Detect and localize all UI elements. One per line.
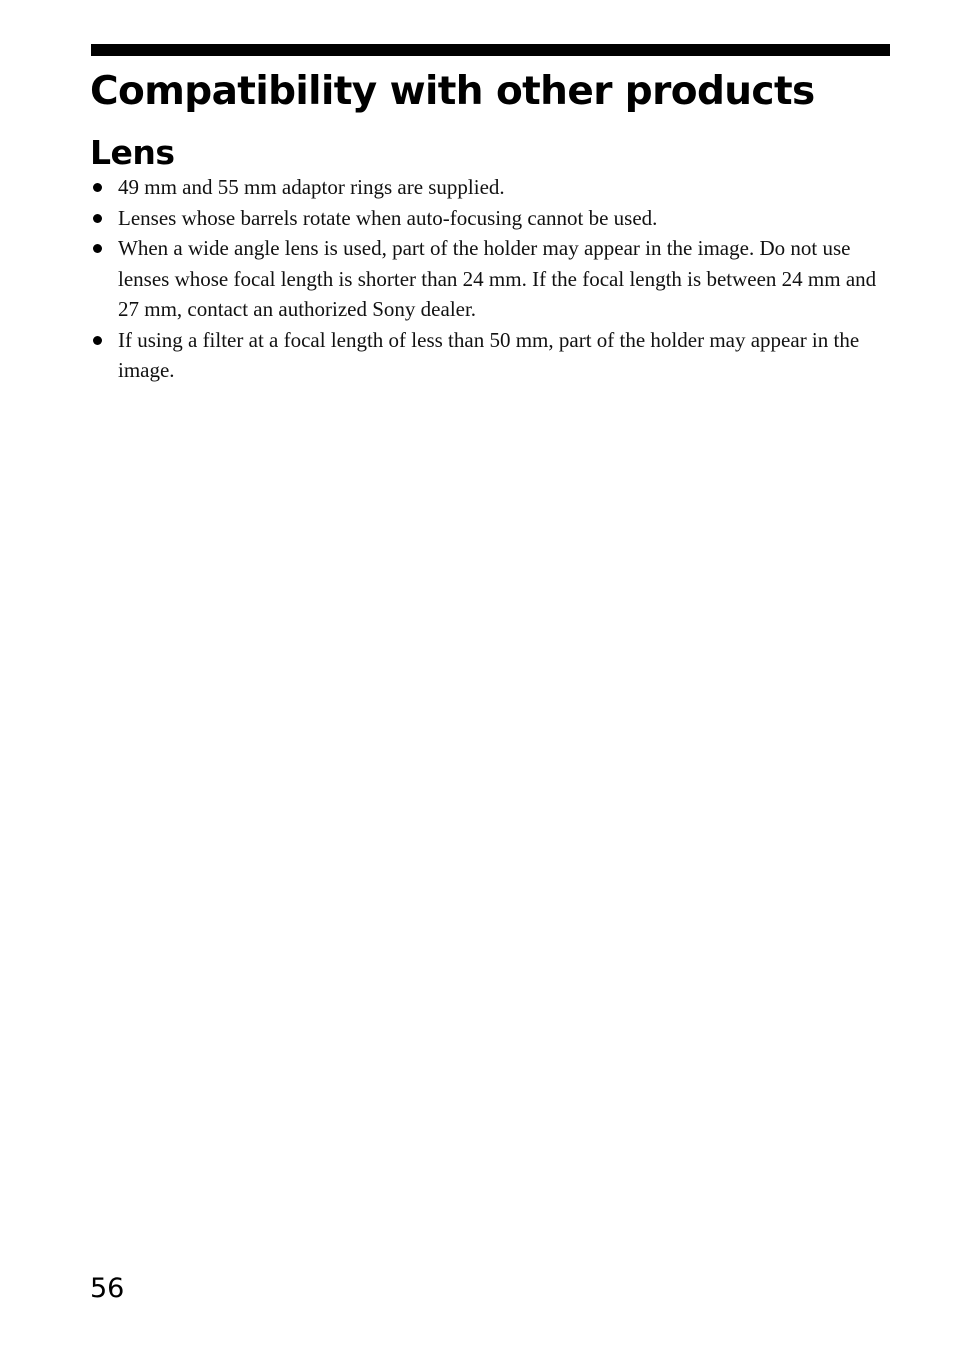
bullet-icon (93, 214, 102, 223)
list-item-text: Lenses whose barrels rotate when auto-focusing cannot be used. (118, 205, 658, 230)
list-item (91, 233, 891, 325)
bullet-icon (93, 244, 102, 253)
title-rule (91, 44, 890, 56)
page-title: Compatibility with other products (90, 69, 815, 114)
list-item (91, 203, 891, 234)
bullet-icon (93, 336, 102, 345)
list-item (91, 172, 891, 203)
bullet-icon (93, 183, 102, 192)
lens-notes-list (91, 172, 891, 386)
section-heading-lens: Lens (90, 133, 175, 172)
list-item (91, 325, 891, 386)
page-number: 56 (90, 1273, 125, 1304)
list-item-text: When a wide angle lens is used, part of the holder may appear in the image. Do not use lenses whose focal length is shorter than 24 mm. If the focal length is between 24 mm and 27 mm, contact an authorized Sony dealer. (118, 236, 877, 321)
list-item-text: 49 mm and 55 mm adaptor rings are supplied. (118, 175, 505, 199)
list-item-text: If using a filter at a focal length of less than 50 mm, part of the holder may appear in the image. (118, 327, 860, 382)
